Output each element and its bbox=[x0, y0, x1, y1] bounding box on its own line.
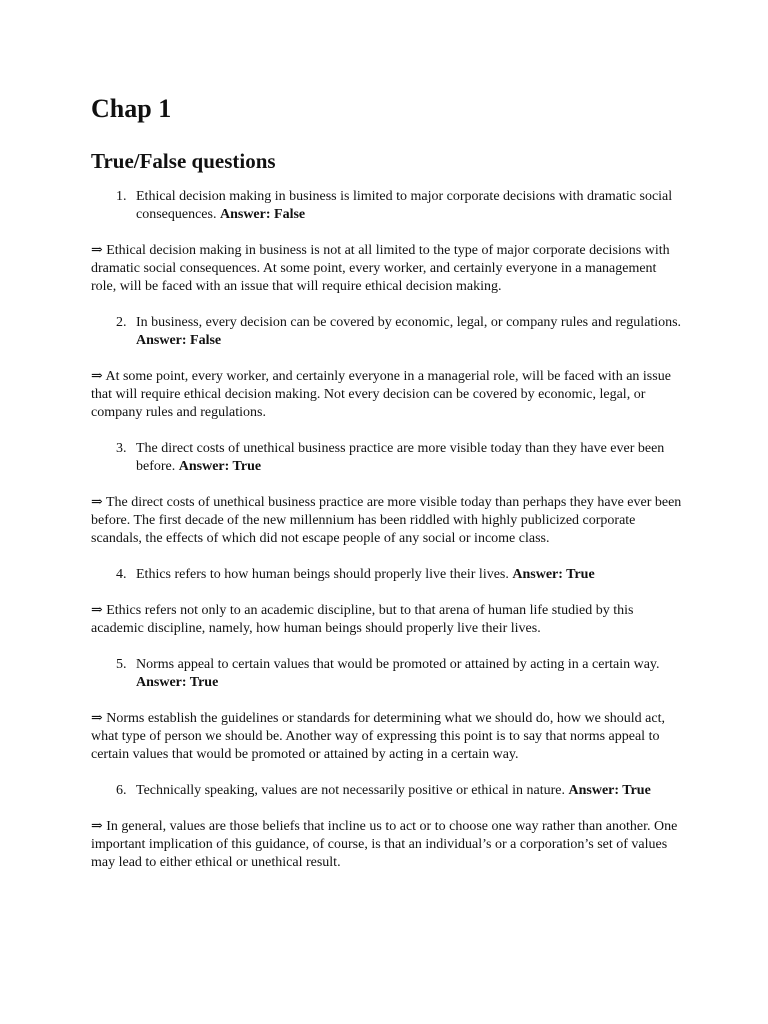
question-explanation: ⇒ At some point, every worker, and certainly everyone in a managerial role, will be faced with an issue that will require ethical decision making. Not every decision can be covered by economic, legal, or company rules and regulations. bbox=[91, 369, 671, 420]
question-answer: Answer: True bbox=[136, 675, 219, 690]
section-heading: True/False questions bbox=[91, 149, 276, 173]
question-text: The direct costs of unethical business practice are more visible today than they have ever been before. bbox=[136, 441, 665, 474]
question-text: Ethics refers to how human beings should properly live their lives. bbox=[136, 567, 509, 582]
question-answer: Answer: True bbox=[178, 459, 262, 474]
question-explanation: ⇒ In general, values are those beliefs that incline us to act or to choose one way rather than another. One important implication of this guidance, of course, is that an individual’s or a corporation’s set of values may lead to either ethical or unethical result. bbox=[91, 819, 678, 870]
question-block-6 bbox=[91, 782, 682, 872]
question-item bbox=[91, 656, 682, 692]
question-text: Technically speaking, values are not necessarily positive or ethical in nature. bbox=[136, 783, 565, 798]
question-item bbox=[91, 566, 682, 584]
question-text: Ethical decision making in business is limited to major corporate decisions with dramatic social consequences. bbox=[136, 189, 673, 222]
question-number: 5. bbox=[116, 657, 127, 672]
question-answer: Answer: True bbox=[512, 567, 595, 582]
question-explanation: ⇒ Norms establish the guidelines or standards for determining what we should do, how we should act, what type of person we should be. Another way of expressing this point is to say that norms appeal to certain values that would be promoted or attained by acting in a certain way. bbox=[91, 711, 665, 762]
question-explanation: ⇒ The direct costs of unethical business practice are more visible today than perhaps they have ever been before. The first decade of the new millennium has been riddled with highly publicized corporate scandals, the effects of which did not escape people of any social or income class. bbox=[91, 495, 682, 546]
question-number: 6. bbox=[116, 783, 127, 798]
question-number: 2. bbox=[116, 315, 127, 330]
question-item bbox=[91, 314, 682, 350]
question-explanation: ⇒ Ethical decision making in business is not at all limited to the type of major corporate decisions with dramatic social consequences. At some point, every worker, and certainly everyone in a management role, will be faced with an issue that will require ethical decision making. bbox=[91, 243, 670, 294]
question-item bbox=[91, 188, 682, 224]
question-number: 1. bbox=[116, 189, 127, 204]
question-number: 4. bbox=[116, 567, 127, 582]
question-text: Norms appeal to certain values that would be promoted or attained by acting in a certain way. bbox=[136, 657, 660, 672]
question-block-1 bbox=[91, 188, 682, 296]
question-item bbox=[91, 782, 682, 800]
question-answer: Answer: False bbox=[136, 333, 222, 348]
question-block-3 bbox=[91, 440, 682, 548]
question-answer: Answer: False bbox=[219, 207, 306, 222]
question-text: In business, every decision can be covered by economic, legal, or company rules and regulations. bbox=[136, 315, 682, 330]
question-item bbox=[91, 440, 682, 476]
question-block-5 bbox=[91, 656, 682, 764]
question-block-4 bbox=[91, 566, 682, 638]
question-number: 3. bbox=[116, 441, 127, 456]
question-block-2 bbox=[91, 314, 682, 422]
page-title: Chap 1 bbox=[91, 94, 172, 123]
question-answer: Answer: True bbox=[568, 783, 651, 798]
question-explanation: ⇒ Ethics refers not only to an academic discipline, but to that arena of human life studied by this academic discipline, namely, how human beings should properly live their lives. bbox=[91, 603, 634, 636]
